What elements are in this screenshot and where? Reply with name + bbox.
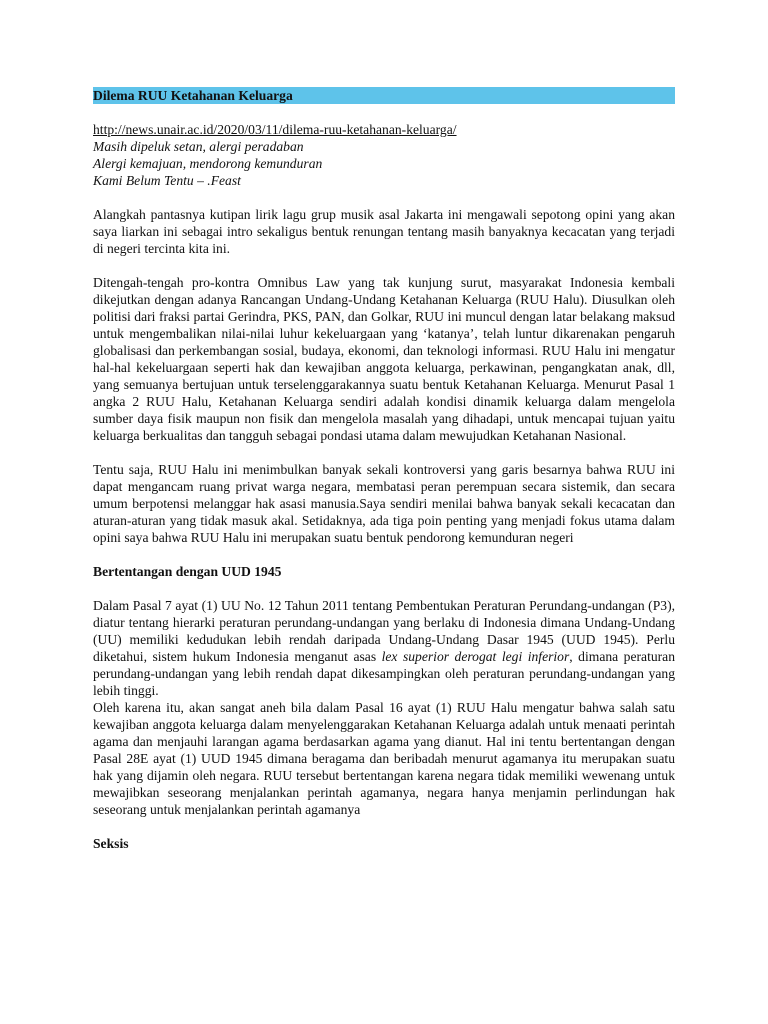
paragraph-controversy: Tentu saja, RUU Halu ini menimbulkan banyak sekali kontroversi yang garis besarnya bahwa RUU ini dapat mengancam ruang privat warga negara, membatasi peran perempuan secara sistemik, dan secara umum berpotensi melanggar hak asasi manusia.Saya sendiri menilai bahwa banyak sekali kecacatan dan aturan-aturan yang tidak masuk akal. Setidaknya, ada tiga poin penting yang menjadi fokus utama dalam opini saya bahwa RUU Halu ini merupakan suatu bentuk pendorong kemunduran negeri: [93, 462, 675, 545]
hierarchy-text-end: , dimana peraturan perundang-undangan yang lebih rendah dapat dikesampingkan oleh peraturan perundang-undangan yang lebih tinggi.: [93, 649, 676, 698]
paragraph-hierarchy: [93, 597, 675, 699]
paragraph-intro: Alangkah pantasnya kutipan lirik lagu grup musik asal Jakarta ini mengawali sepotong opini yang akan saya liarkan ini sebagai intro sekaligus bentuk renungan tentang masih banyaknya kecacatan yang terjadi di negeri tercinta kita ini.: [93, 207, 675, 256]
document-page: [93, 87, 675, 852]
quote-line-3: Kami Belum Tentu – .Feast: [93, 173, 241, 188]
section-heading-seksis: Seksis: [93, 836, 129, 851]
quote-line-2: Alergi kemajuan, mendorong kemunduran: [93, 156, 323, 171]
paragraph-religion: Oleh karena itu, akan sangat aneh bila dalam Pasal 16 ayat (1) RUU Halu mengatur bahwa salah satu kewajiban anggota keluarga dalam menyelenggarakan Ketahanan Keluarga adalah untuk menaati perintah agama dan menjauhi larangan agama berdasarkan agama yang dianut. Hal ini tentu bertentangan dengan Pasal 28E ayat (1) UUD 1945 dimana beragama dan beribadah menurut agamanya itu merupakan suatu hak yang dijamin oleh negara. RUU tersebut bertentangan karena negara tidak memiliki wewenang untuk mewajibkan seseorang menjalankan perintah agamanya, negara hanya menjamin perlindungan hak seseorang untuk menjalankan perintah agamanya: [93, 700, 675, 817]
quote-line-1: Masih dipeluk setan, alergi peradaban: [93, 139, 304, 154]
hierarchy-text-start: Dalam Pasal 7 ayat (1) UU No. 12 Tahun 2011 tentang Pembentukan Peraturan Perundang-undangan (P3), diatur tentang hierarki peraturan perundang-undangan yang berlaku di Indonesia dimana Undang-Undang (UU) memiliki kedudukan lebih rendah daripada Undang-Undang Dasar 1945 (UUD 1945). Perlu diketahui, sistem hukum Indonesia menganut asas: [93, 598, 675, 664]
document-title: Dilema RUU Ketahanan Keluarga: [93, 87, 675, 104]
section-heading-uud: Bertentangan dengan UUD 1945: [93, 564, 282, 579]
paragraph-background: Ditengah-tengah pro-kontra Omnibus Law yang tak kunjung surut, masyarakat Indonesia kembali dikejutkan dengan adanya Rancangan Undang-Undang Ketahanan Keluarga (RUU Halu). Diusulkan oleh politisi dari fraksi partai Gerindra, PKS, PAN, dan Golkar, RUU ini muncul dengan latar belakang maksud untuk mengembalikan nilai-nilai luhur kekeluargaan yang ‘katanya’, telah luntur dikarenakan pengaruh globalisasi dan perkembangan sosial, budaya, ekonomi, dan teknologi informasi. RUU Halu ini mengatur hal-hal kekeluargaan seperti hak dan kewajiban anggota keluarga, perkawinan, pengangkatan anak, dll, yang semuanya bertujuan untuk terselenggarakannya suatu bentuk Ketahanan Keluarga. Menurut Pasal 1 angka 2 RUU Halu, Ketahanan Keluarga sendiri adalah kondisi dinamik keluarga dalam mengelola sumber daya fisik maupun non fisik dan mengelola masalah yang dihadapi, untuk mencapai tujuan yaitu keluarga berkualitas dan tangguh sebagai pondasi utama dalam mewujudkan Ketahanan Nasional.: [93, 275, 675, 443]
source-link[interactable]: http://news.unair.ac.id/2020/03/11/dilema-ruu-ketahanan-keluarga/: [93, 122, 457, 137]
latin-phrase: lex superior derogat legi inferior: [381, 649, 570, 664]
